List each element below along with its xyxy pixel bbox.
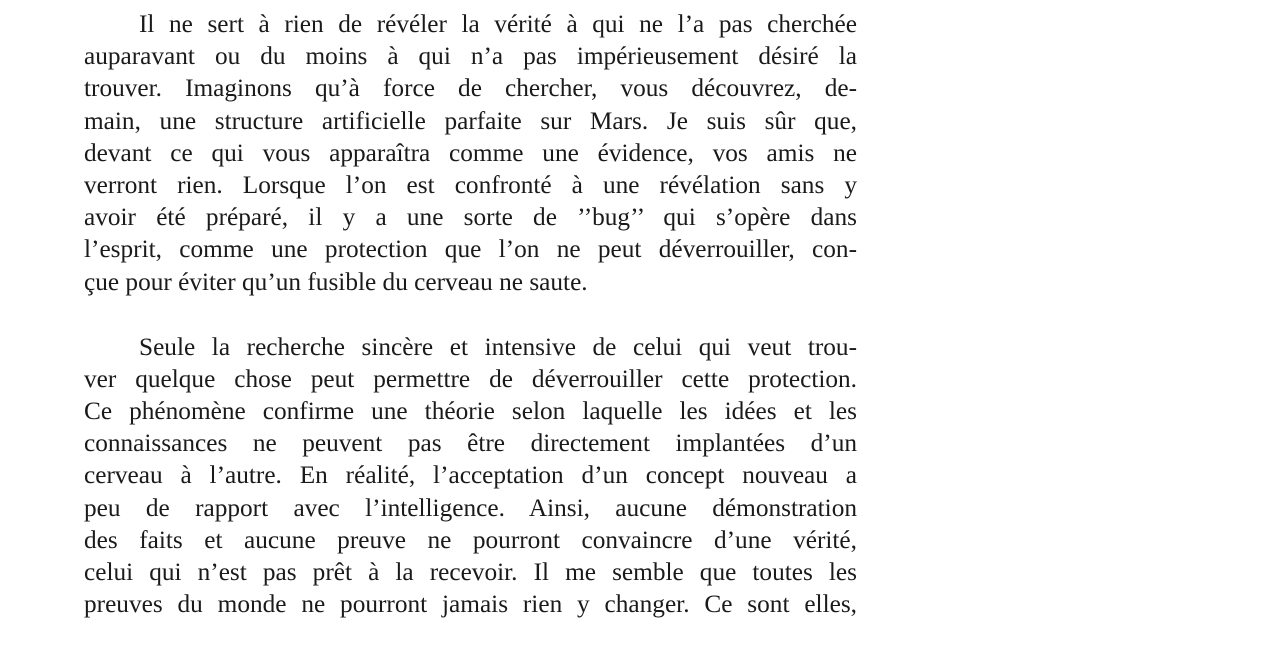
text-line: connaissances ne peuvent pas être directement implantées d’un xyxy=(84,429,857,458)
text-line: des faits et aucune preuve ne pourront convaincre d’une vérité, xyxy=(84,525,857,554)
text-line: Il ne sert à rien de révéler la vérité à qui ne l’a pas cherchée xyxy=(139,10,857,38)
text-line: Seule la recherche sincère et intensive de celui qui veut trou- xyxy=(139,332,857,361)
text-line: avoir été préparé, il y a une sorte de ’’bug’’ qui s’opère dans xyxy=(84,203,857,232)
text-column xyxy=(84,8,857,620)
text-line: preuves du monde ne pourront jamais rien y changer. Ce sont elles, xyxy=(84,590,857,619)
text-line: Ce phénomène confirme une théorie selon laquelle les idées et les xyxy=(84,397,857,426)
paragraph-2 xyxy=(84,331,857,621)
text-line: devant ce qui vous apparaîtra comme une évidence, vos amis ne xyxy=(84,138,857,167)
text-line: celui qui n’est pas prêt à la recevoir. Il me semble que toutes les xyxy=(84,558,857,586)
text-line: cerveau à l’autre. En réalité, l’acceptation d’un concept nouveau a xyxy=(84,461,857,490)
text-line: verront rien. Lorsque l’on est confronté à une révélation sans y xyxy=(84,170,857,199)
paragraph-1 xyxy=(84,8,857,298)
text-line: çue pour éviter qu’un fusible du cerveau ne saute. xyxy=(84,267,588,296)
text-line: auparavant ou du moins à qui n’a pas impérieusement désiré la xyxy=(84,42,857,71)
text-line: l’esprit, comme une protection que l’on ne peut déverrouiller, con- xyxy=(84,235,857,264)
text-line: trouver. Imaginons qu’à force de chercher, vous découvrez, de- xyxy=(84,74,857,103)
text-line: main, une structure artificielle parfaite sur Mars. Je suis sûr que, xyxy=(84,106,857,135)
paragraph-spacer xyxy=(84,298,857,331)
text-line: peu de rapport avec l’intelligence. Ainsi, aucune démonstration xyxy=(84,493,857,522)
text-line: ver quelque chose peut permettre de déverrouiller cette protection. xyxy=(84,364,857,393)
